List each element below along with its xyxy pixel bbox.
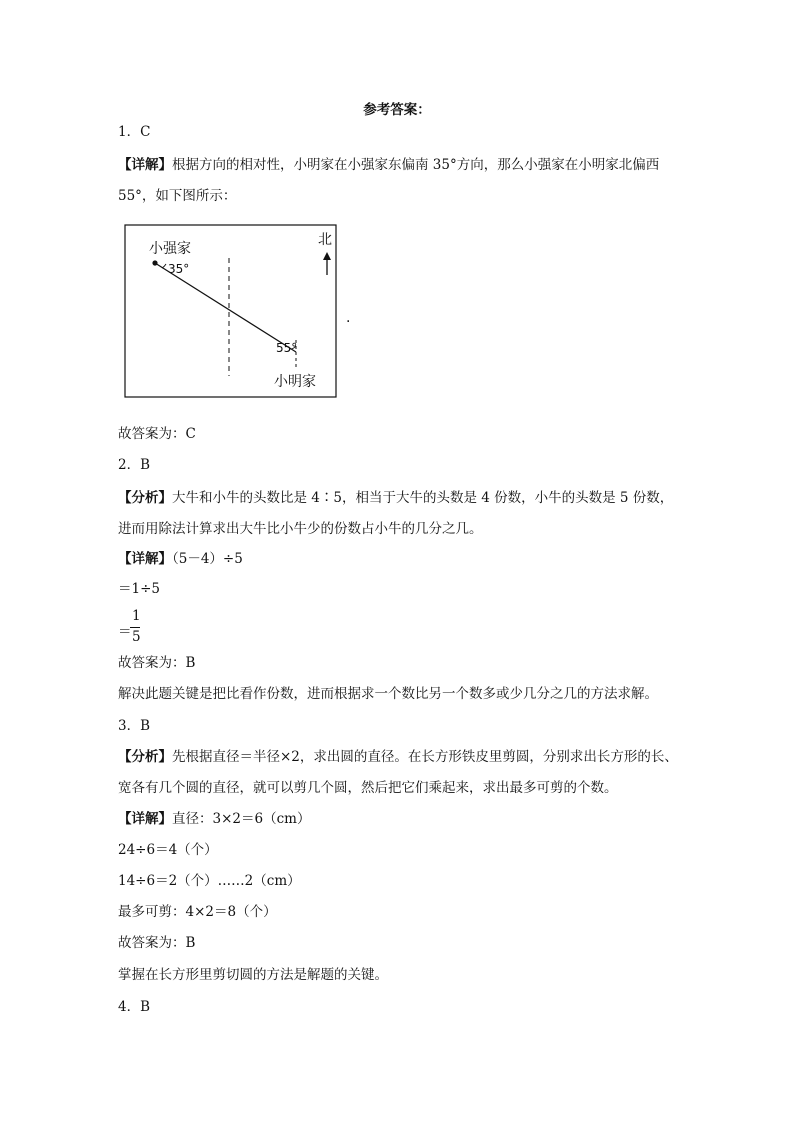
q3-answer: 故答案为：B bbox=[118, 935, 196, 951]
north-arrow-icon bbox=[323, 252, 331, 260]
q2-fraction-denominator: 5 bbox=[132, 629, 141, 645]
q2-fraction-bar bbox=[130, 627, 140, 628]
q1-detail-line1 bbox=[118, 156, 659, 174]
label-xiaoming: 小明家 bbox=[274, 374, 316, 390]
q2-detail bbox=[118, 550, 243, 568]
angle-arc-35 bbox=[162, 264, 166, 268]
q2-detail-expr: （5－4）÷5 bbox=[172, 551, 243, 567]
q3-analysis-tag: 【分析】 bbox=[118, 749, 172, 765]
label-xiaoqiang: 小强家 bbox=[149, 241, 191, 257]
q2-note: 解决此题关键是把比看作份数，进而根据求一个数比另一个数多或少几分之几的方法求解。 bbox=[118, 686, 658, 702]
label-angle-55: 55° bbox=[276, 341, 298, 355]
q2-step1: ＝1÷5 bbox=[118, 581, 160, 597]
q3-detail-tag: 【详解】 bbox=[118, 811, 172, 827]
trailing-dot: . bbox=[346, 310, 351, 326]
q3-step1: 24÷6＝4（个） bbox=[118, 842, 218, 858]
q2-analysis-line1 bbox=[118, 489, 673, 507]
q2-analysis-tag: 【分析】 bbox=[118, 490, 172, 506]
q2-answer: 故答案为：B bbox=[118, 655, 196, 671]
label-angle-35: 35° bbox=[168, 262, 190, 276]
q2-analysis-line2: 进而用除法计算求出大牛比小牛少的份数占小牛的几分之几。 bbox=[118, 521, 483, 537]
q3-analysis-text: 先根据直径＝半径×2，求出圆的直径。在长方形铁皮里剪圆，分别求出长方形的长、 bbox=[172, 749, 678, 765]
q2-fraction-equals: ＝ bbox=[118, 624, 132, 640]
q3-step2: 14÷6＝2（个）……2（cm） bbox=[118, 873, 301, 889]
direction-figure bbox=[124, 224, 364, 400]
q3-detail-text: 直径：3×2＝6（cm） bbox=[172, 811, 311, 827]
q3-note: 掌握在长方形里剪切圆的方法是解题的关键。 bbox=[118, 967, 388, 983]
xiaoqiang-point bbox=[152, 260, 157, 265]
label-north: 北 bbox=[318, 232, 332, 248]
q1-detail-line2: 55°，如下图所示： bbox=[118, 188, 237, 204]
q1-detail-text: 根据方向的相对性，小明家在小强家东偏南 35°方向，那么小强家在小明家北偏西 bbox=[172, 157, 660, 173]
q3-analysis-line2: 宽各有几个圆的直径，就可以剪几个圆，然后把它们乘起来，求出最多可剪的个数。 bbox=[118, 780, 618, 796]
q2-analysis-text: 大牛和小牛的头数比是 4∶5，相当于大牛的头数是 4 份数，小牛的头数是 5 份数， bbox=[172, 490, 674, 506]
q2-detail-tag: 【详解】 bbox=[118, 551, 172, 567]
q1-answer: 故答案为：C bbox=[118, 426, 196, 442]
connecting-line bbox=[155, 263, 296, 352]
q3-analysis-line1 bbox=[118, 748, 678, 766]
q1-number: 1．C bbox=[118, 124, 151, 140]
q2-fraction bbox=[118, 608, 158, 648]
q2-fraction-numerator: 1 bbox=[132, 608, 141, 624]
q3-step3: 最多可剪：4×2＝8（个） bbox=[118, 904, 277, 920]
q1-detail-tag: 【详解】 bbox=[118, 157, 172, 173]
q3-detail bbox=[118, 810, 310, 828]
page-title: 参考答案： bbox=[363, 102, 431, 118]
q4-number: 4．B bbox=[118, 999, 151, 1015]
q2-number: 2．B bbox=[118, 457, 151, 473]
q3-number: 3．B bbox=[118, 718, 151, 734]
